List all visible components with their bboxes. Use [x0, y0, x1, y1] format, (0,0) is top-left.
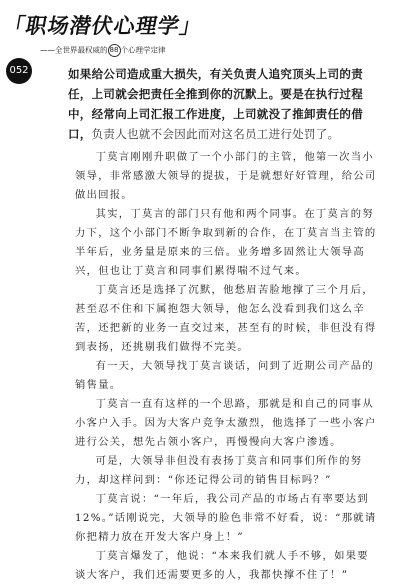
body-paragraph: 丁莫言说：“一年后，我公司产品的市场占有率要达到12%。”话刚说完，大领导的脸色非常不好看，说：“那就请你把精力放在开发大客户身上！” [75, 493, 377, 543]
body-paragraph: 丁莫言还是选择了沉默，他愁眉苦脸地撑了三个月后，甚至忍不住和下属抱怨大领导，他怎么没看到我们这么辛苦，还把新的业务一直交过来，甚至有的时候，非但没有得到表扬，还挑剔我们做得不完美。 [75, 284, 377, 353]
subtitle-number-badge: 88 [108, 44, 121, 57]
summary-bold-text: 如果给公司造成重大损失，有关负责人追究顶头上司的责任，上司就会把责任全推到你的沉默上。要是在执行过程中，经常向上司汇报工作进度，上司就没了推卸责任的借口， [68, 67, 363, 141]
body-paragraph: 丁莫言一直有这样的一个思路，那就是和自己的同事从小客户入手。因为大客户竞争太激烈，他选择了一些小客户进行公关，想先占领小客户，再慢慢向大客户渗透。 [75, 398, 377, 448]
body-paragraph: 可是，大领导非但没有表扬丁莫言和同事们所作的努力，却这样问到：“你还记得公司的销售目标吗？” [75, 455, 363, 486]
summary-light-text: 负责人也就不会因此而对这名员工进行处罚了。 [91, 127, 340, 141]
book-subtitle [40, 44, 166, 57]
page-number-badge: 052 [6, 58, 32, 84]
body-text [75, 148, 380, 585]
body-paragraph: 丁莫言刚刚升职做了一个小部门的主管，他第一次当小领导，非常感激大领导的提拔，于是就想好好管理，给公司做出回报。 [75, 151, 377, 201]
book-logo: 「职场潜伏心理学」 [1, 14, 204, 38]
body-paragraph: 丁莫言爆发了，他说：“本来我们就人手不够，如果要谈大客户，我们还需要更多的人，我都快撑不住了！” [75, 550, 369, 581]
body-paragraph: 其实，丁莫言的部门只有他和两个同事。在丁莫言的努力下，这个小部门不断争取到新的合作，在丁莫言当主管的半年后，业务量是原来的三倍。业务增多固然让大领导高兴，但也让丁莫言和同事们累得喘不过气来。 [75, 208, 377, 277]
summary-block [68, 64, 380, 144]
subtitle-prefix: ——全世界最权威的 [40, 45, 108, 55]
body-paragraph: 有一天，大领导找丁莫言谈话，问到了近期公司产品的销售量。 [75, 360, 374, 391]
subtitle-suffix: 个心理学定律 [120, 45, 166, 55]
